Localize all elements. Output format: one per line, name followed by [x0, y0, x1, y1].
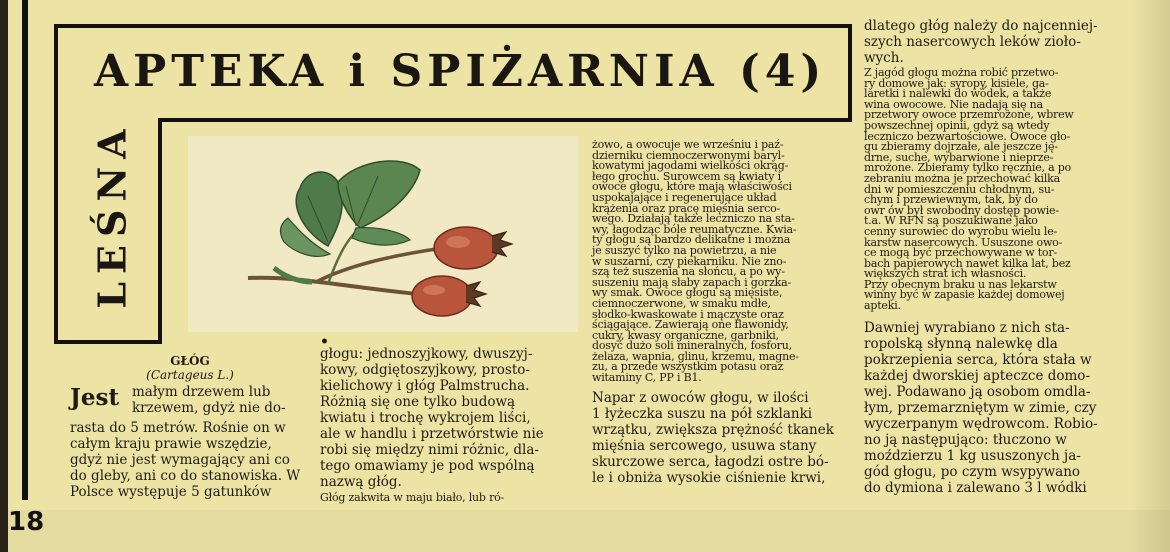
frame-border-top: [54, 24, 852, 28]
page-bottom-margin: [8, 510, 1170, 552]
frame-border-left: [54, 24, 58, 344]
page-title: APTEKA i SPIŻARNIA (4): [94, 46, 827, 97]
article-column-1: [70, 354, 310, 500]
column-4-top-text: dlatego głóg należy do najcenniej- szych nasercowych leków zioło- wych.: [864, 18, 1098, 66]
bullet-dot: •: [320, 334, 329, 350]
frame-border-step: [158, 118, 852, 122]
column-2-small-text: Głóg zakwita w maju biało, lub ró-: [320, 491, 505, 504]
article-heading: GŁÓG: [170, 354, 210, 368]
column-3-small-text: żowo, a owocuje we wrześniu i paź- dzierniku ciemnoczerwonymi baryl- kowatymi jagodami wielkości okrąg- łego grochu. Surowcem są kwiaty i owoce głogu, które mają właściwości uspokajające i regenerujące układ krążenia oraz pracę mięśnia serco- wego. Działają także leczniczo na sta- wy, łagodząc bóle reumatyczne. Kwia- ty głogu są bardzo delikatne i można je suszyć tylko na powietrzu, a nie w suszarni, czy piekarniku. Nie zno- szą też suszenia na słońcu, a po wy- suszeniu mają słaby zapach i gorzka- wy smak. Owoce głogu są mięsiste, ciemnoczerwone, w smaku mdłe, słodko-kwaskowate i mączyste oraz ściągające. Zawierają one flawonidy, cukry, kwasy organiczne, garbniki, dosyć dużo soli mineralnych, fosforu, żelaza, wapnia, glinu, krzemu, magne- zu, a przede wszystkim potasu oraz witaminy C, PP i B1.: [592, 138, 799, 385]
vertical-label-text: LEŚNA: [89, 121, 135, 309]
frame-border-inner: [158, 118, 162, 344]
column-3-text: Napar z owoców głogu, w ilości 1 łyżeczka suszu na pół szklanki wrzątku, zwiększa prężność tkanek mięśnia sercowego, usuwa stany skurczowe serca, łagodzi ostre bó- le i obniża wysokie ciśnienie krwi,: [592, 389, 834, 486]
lead-word: Jest: [70, 384, 120, 411]
article-column-4: [864, 18, 1128, 496]
hawthorn-illustration-svg: [188, 136, 578, 332]
page-number: 18: [8, 507, 45, 537]
column-4-small-text: Z jagód głogu można robić przetwo- ry domowe jak: syropy, kisiele, ga- laretki i nalewki do wódek, a także wina owocowe. Nie nadają się na przetwory owoce przemrożone, wbrew powszechnej opinii, gdyż są wtedy leczniczo bezwartościowe. Owoce gło- gu zbieramy dojrzałe, ale jeszcze ję- drne, suche, wybarwione i nieprze- mrożone. Zbieramy tylko ręcznie, a po zebraniu można je przechować kilka dni w pomieszczeniu chłodnym, su- chym i przewiewnym, tak, by do owr ów był swobodny dostęp powie- t.a. W RFN są poszukiwane jako cenny surowiec do wyrobu wielu le- karstw nasercowych. Ususzone owo- ce mogą być przechowywane w tor- bach papierowych nawet kilka lat, bez większych strat ich własności. Przy obecnym braku u nas lekarstw winny być w zapasie każdej domowej apteki.: [864, 66, 1074, 313]
article-column-3: [592, 140, 844, 486]
page-edge-bar: [22, 0, 28, 500]
article-column-2: [320, 334, 578, 504]
lead-text: małym drzewem lub krzewem, gdyż nie do-: [132, 384, 286, 416]
magazine-page: [8, 0, 1170, 552]
vertical-section-label: [82, 120, 142, 310]
hawthorn-branch-illustration: [188, 136, 578, 332]
lead-paragraph: [70, 384, 310, 420]
article-latin-name: (Cartageus L.): [146, 368, 234, 382]
page-right-shadow: [1130, 0, 1170, 552]
column-2-text: głogu: jednoszyjkowy, dwuszyj- kowy, odgiętoszyjkowy, prosto- kielichowy i głóg Palmstrucha. Różnią się one tylko budową kwiatu i trochę wykrojem liści, ale w handlu i przetwórstwie nie robi się między nimi różnic, dla- tego omawiamy je pod wspólną nazwą głóg.: [320, 346, 544, 490]
column-4-text: Dawniej wyrabiano z nich sta- ropolską słynną nalewkę dla pokrzepienia serca, która stała w każdej dworskiej apteczce domo- wej. Podawano ją osobom omdla- łym, przemarzniętym w zimie, czy wyczerpanym wędrowcom. Robio- no ją następująco: tłuczono w moździerzu 1 kg ususzonych ja- gód głogu, po czym wsypywano do dymiona i zalewano 3 l wódki: [864, 319, 1098, 496]
column-1-text: rasta do 5 metrów. Rośnie on w całym kraju prawie wszędzie, gdyż nie jest wymagający ani co do gleby, ani co do stanowiska. W Polsce występuje 5 gatunków: [70, 420, 301, 500]
frame-border-right: [848, 24, 852, 122]
frame-border-bottom: [54, 340, 162, 344]
